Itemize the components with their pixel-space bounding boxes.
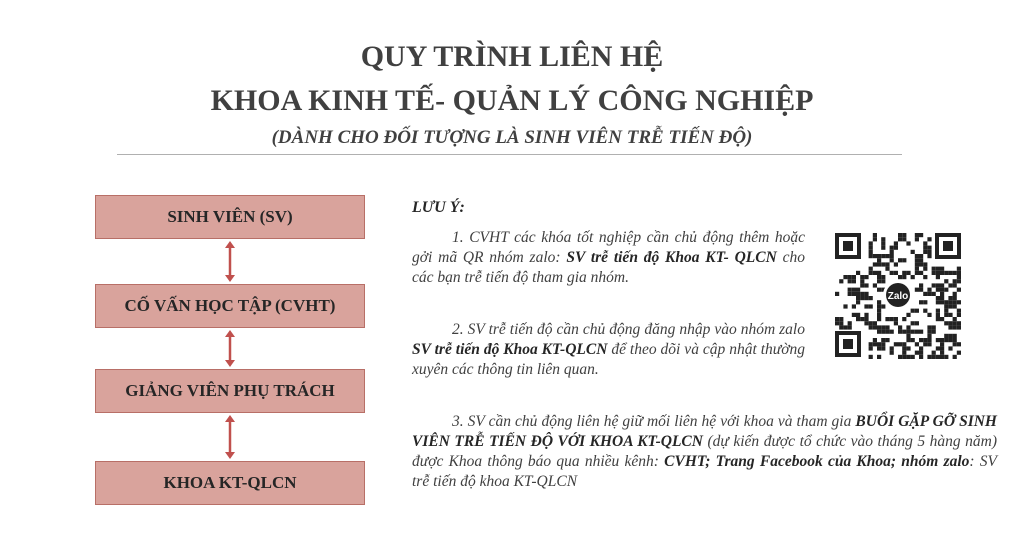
qr-finder-top-right [935,233,961,259]
zalo-logo-label: Zalo [887,291,909,302]
flow-step-co-van-hoc-tap: CỐ VẤN HỌC TẬP (CVHT) [95,284,365,328]
note-heading: LƯU Ý: [412,199,465,216]
flow-step-khoa: KHOA KT-QLCN [95,461,365,505]
title-line-2: KHOA KINH TẾ- QUẢN LÝ CÔNG NGHIỆP [210,84,814,117]
double-arrow-icon [222,414,238,460]
note-1-group-name: SV trễ tiến độ Khoa KT- QLCN [566,249,777,266]
flow-step-giang-vien: GIẢNG VIÊN PHỤ TRÁCH [95,369,365,413]
note-1-text-end: cho các bạn trễ tiến độ tham gia nhóm. [412,249,805,286]
note-paragraph-1 [412,228,805,288]
note-2-group-name: SV trễ tiến độ Khoa KT-QLCN [412,341,608,358]
double-arrow-icon [222,240,238,283]
note-3-text-mid: (dự kiến được tổ chức vào tháng 5 hàng năm) được Khoa thông báo qua nhiều kênh: [412,433,997,470]
header-divider [117,154,902,155]
flow-step-sinh-vien: SINH VIÊN (SV) [95,195,365,239]
note-3-channels: CVHT; Trang Facebook của Khoa; nhóm zalo [664,453,970,470]
note-3-text-end: : SV trễ tiến độ khoa KT-QLCN [412,453,997,490]
zalo-qr-code-icon [833,231,963,359]
note-2-text: 2. SV trễ tiến độ cần chủ động đăng nhập vào nhóm zalo [452,321,805,338]
title-line-1: QUY TRÌNH LIÊN HỆ [360,40,664,73]
note-paragraph-2 [412,320,805,380]
qr-finder-top-left [835,233,861,259]
double-arrow-icon [222,329,238,368]
note-paragraph-3 [412,412,997,492]
note-3-event-name: BUỔI GẶP GỠ SINH VIÊN TRỄ TIẾN ĐỘ VỚI KHOA KT-QLCN [412,413,997,450]
note-2-text-end: để theo dõi và cập nhật thường xuyên các thông tin liên quan. [412,341,805,378]
qr-finder-bottom-left [835,331,861,357]
note-1-text: 1. CVHT các khóa tốt nghiệp cần chủ động thêm hoặc gởi mã QR nhóm zalo: [412,229,805,266]
note-3-text: 3. SV cần chủ động liên hệ giữ mối liên hệ với khoa và tham gia [452,413,856,430]
subtitle: (DÀNH CHO ĐỐI TƯỢNG LÀ SINH VIÊN TRỄ TIẾN ĐỘ) [271,127,753,148]
zalo-logo-icon [883,280,913,310]
